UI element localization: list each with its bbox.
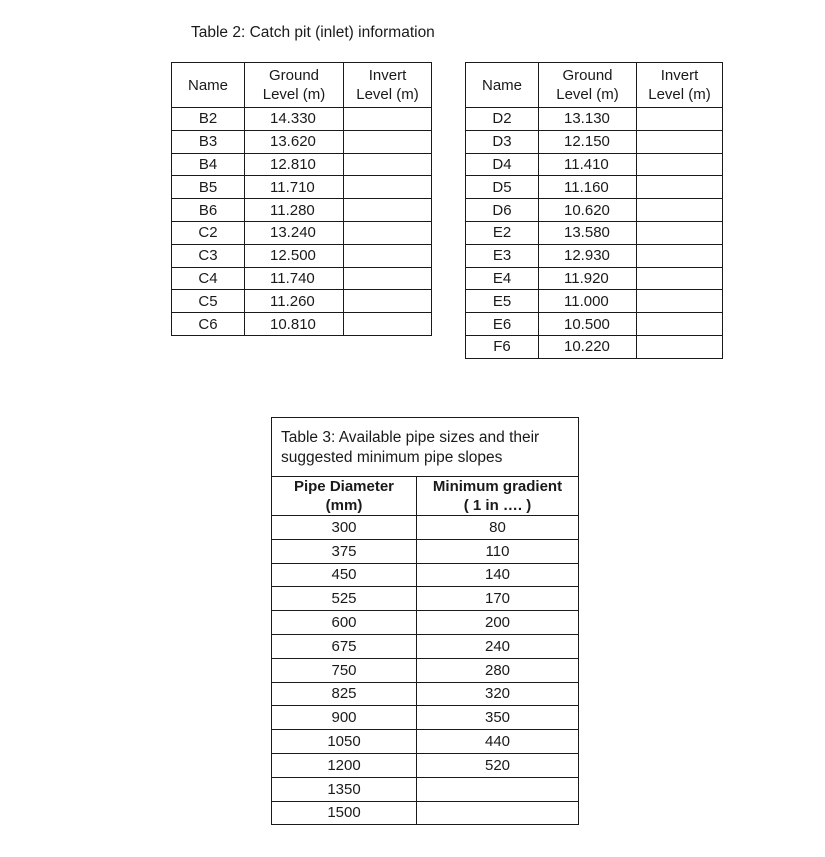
invert-level-cell (637, 290, 723, 313)
ground-level-cell: 10.810 (245, 313, 344, 336)
table-row (272, 611, 579, 635)
table-row (272, 587, 579, 611)
table-row (466, 244, 723, 267)
invert-level-cell (344, 199, 432, 222)
table-row (272, 682, 579, 706)
pit-name-cell: C6 (172, 313, 245, 336)
header-ground-line2: Level (m) (556, 86, 619, 103)
minimum-gradient-cell (417, 801, 579, 825)
table3-caption-line2: suggested minimum pipe slopes (281, 449, 503, 466)
pipe-sizes-table (271, 417, 579, 825)
table-row (466, 199, 723, 222)
minimum-gradient-cell: 170 (417, 587, 579, 611)
invert-level-cell (637, 153, 723, 176)
pipe-diameter-cell: 450 (272, 563, 417, 587)
invert-level-cell (344, 313, 432, 336)
table-row (466, 290, 723, 313)
pipe-diameter-cell: 1500 (272, 801, 417, 825)
table-row (172, 221, 432, 244)
header-name: Name (466, 63, 539, 108)
ground-level-cell: 12.150 (539, 130, 637, 153)
pit-name-cell: D4 (466, 153, 539, 176)
minimum-gradient-cell: 140 (417, 563, 579, 587)
pit-name-cell: C5 (172, 290, 245, 313)
ground-level-cell: 11.280 (245, 199, 344, 222)
header-pipe-diameter (272, 477, 417, 516)
pit-name-cell: E5 (466, 290, 539, 313)
table-row (272, 730, 579, 754)
pipe-diameter-cell: 675 (272, 634, 417, 658)
pit-name-cell: C2 (172, 221, 245, 244)
header-gradient-line2: ( 1 in …. ) (463, 497, 532, 514)
pipe-diameter-cell: 375 (272, 539, 417, 563)
pit-name-cell: B5 (172, 176, 245, 199)
header-name: Name (172, 63, 245, 108)
ground-level-cell: 11.740 (245, 267, 344, 290)
table-row (172, 290, 432, 313)
table-row (466, 176, 723, 199)
ground-level-cell: 13.620 (245, 130, 344, 153)
ground-level-cell: 10.220 (539, 335, 637, 358)
header-invert-line2: Level (m) (356, 86, 419, 103)
pit-name-cell: C3 (172, 244, 245, 267)
minimum-gradient-cell (417, 777, 579, 801)
pit-name-cell: C4 (172, 267, 245, 290)
table-row (466, 267, 723, 290)
table-header-row (172, 63, 432, 108)
header-invert-line1: Invert (660, 67, 699, 84)
header-gradient-line1: Minimum gradient (432, 478, 563, 495)
invert-level-cell (637, 313, 723, 336)
ground-level-cell: 11.000 (539, 290, 637, 313)
pit-name-cell: B3 (172, 130, 245, 153)
invert-level-cell (344, 244, 432, 267)
table-row (172, 267, 432, 290)
minimum-gradient-cell: 200 (417, 611, 579, 635)
pit-name-cell: F6 (466, 335, 539, 358)
invert-level-cell (637, 199, 723, 222)
table-row (172, 176, 432, 199)
ground-level-cell: 12.810 (245, 153, 344, 176)
invert-level-cell (637, 267, 723, 290)
table-row (466, 153, 723, 176)
table-row (466, 130, 723, 153)
pit-name-cell: D2 (466, 108, 539, 131)
pit-name-cell: B4 (172, 153, 245, 176)
table-row (466, 335, 723, 358)
minimum-gradient-cell: 440 (417, 730, 579, 754)
table-row (466, 221, 723, 244)
pit-name-cell: E3 (466, 244, 539, 267)
pipe-diameter-cell: 600 (272, 611, 417, 635)
table-row (272, 539, 579, 563)
catch-pit-table-right (465, 62, 723, 359)
minimum-gradient-cell: 280 (417, 658, 579, 682)
header-ground-line1: Ground (268, 67, 320, 84)
invert-level-cell (344, 221, 432, 244)
invert-level-cell (344, 290, 432, 313)
table3-caption-row (272, 418, 579, 477)
minimum-gradient-cell: 80 (417, 516, 579, 540)
pit-name-cell: B2 (172, 108, 245, 131)
table-row (172, 108, 432, 131)
pipe-diameter-cell: 750 (272, 658, 417, 682)
invert-level-cell (637, 335, 723, 358)
table-header-row (272, 477, 579, 516)
table-row (272, 634, 579, 658)
header-ground-level (245, 63, 344, 108)
header-invert-line2: Level (m) (648, 86, 711, 103)
pipe-diameter-cell: 525 (272, 587, 417, 611)
minimum-gradient-cell: 350 (417, 706, 579, 730)
table2-caption: Table 2: Catch pit (inlet) information (191, 24, 435, 41)
table-row (172, 313, 432, 336)
invert-level-cell (637, 176, 723, 199)
table-row (172, 153, 432, 176)
table3-caption (272, 418, 579, 477)
pit-name-cell: D6 (466, 199, 539, 222)
table-row (466, 313, 723, 336)
table-row (272, 777, 579, 801)
ground-level-cell: 10.500 (539, 313, 637, 336)
ground-level-cell: 10.620 (539, 199, 637, 222)
ground-level-cell: 11.410 (539, 153, 637, 176)
header-invert-line1: Invert (368, 67, 407, 84)
pit-name-cell: D5 (466, 176, 539, 199)
ground-level-cell: 11.710 (245, 176, 344, 199)
pit-name-cell: E4 (466, 267, 539, 290)
ground-level-cell: 13.130 (539, 108, 637, 131)
invert-level-cell (344, 108, 432, 131)
table-row (172, 130, 432, 153)
minimum-gradient-cell: 240 (417, 634, 579, 658)
pipe-diameter-cell: 900 (272, 706, 417, 730)
invert-level-cell (637, 130, 723, 153)
header-ground-level (539, 63, 637, 108)
table-row (172, 244, 432, 267)
table-row (272, 658, 579, 682)
table-header-row (466, 63, 723, 108)
minimum-gradient-cell: 110 (417, 539, 579, 563)
ground-level-cell: 12.500 (245, 244, 344, 267)
ground-level-cell: 11.260 (245, 290, 344, 313)
ground-level-cell: 14.330 (245, 108, 344, 131)
invert-level-cell (344, 176, 432, 199)
table-row (272, 563, 579, 587)
table3-caption-line1: Table 3: Available pipe sizes and their (281, 429, 540, 446)
header-invert-level (637, 63, 723, 108)
pipe-diameter-cell: 1050 (272, 730, 417, 754)
pipe-diameter-cell: 825 (272, 682, 417, 706)
ground-level-cell: 11.920 (539, 267, 637, 290)
table-row (272, 706, 579, 730)
pipe-diameter-cell: 1350 (272, 777, 417, 801)
invert-level-cell (344, 267, 432, 290)
header-ground-line2: Level (m) (262, 86, 326, 103)
ground-level-cell: 13.240 (245, 221, 344, 244)
minimum-gradient-cell: 520 (417, 753, 579, 777)
table-row (466, 108, 723, 131)
ground-level-cell: 11.160 (539, 176, 637, 199)
invert-level-cell (637, 108, 723, 131)
table-row (172, 199, 432, 222)
table-row (272, 753, 579, 777)
invert-level-cell (637, 221, 723, 244)
invert-level-cell (637, 244, 723, 267)
minimum-gradient-cell: 320 (417, 682, 579, 706)
table-row (272, 516, 579, 540)
header-minimum-gradient (417, 477, 579, 516)
pit-name-cell: B6 (172, 199, 245, 222)
header-ground-line1: Ground (562, 67, 613, 84)
ground-level-cell: 12.930 (539, 244, 637, 267)
table-row (272, 801, 579, 825)
pipe-diameter-cell: 300 (272, 516, 417, 540)
ground-level-cell: 13.580 (539, 221, 637, 244)
pit-name-cell: E6 (466, 313, 539, 336)
catch-pit-table-left (171, 62, 432, 336)
invert-level-cell (344, 153, 432, 176)
invert-level-cell (344, 130, 432, 153)
pit-name-cell: D3 (466, 130, 539, 153)
header-diameter-line2: (mm) (325, 497, 363, 514)
pit-name-cell: E2 (466, 221, 539, 244)
header-invert-level (344, 63, 432, 108)
pipe-diameter-cell: 1200 (272, 753, 417, 777)
header-diameter-line1: Pipe Diameter (293, 478, 395, 495)
